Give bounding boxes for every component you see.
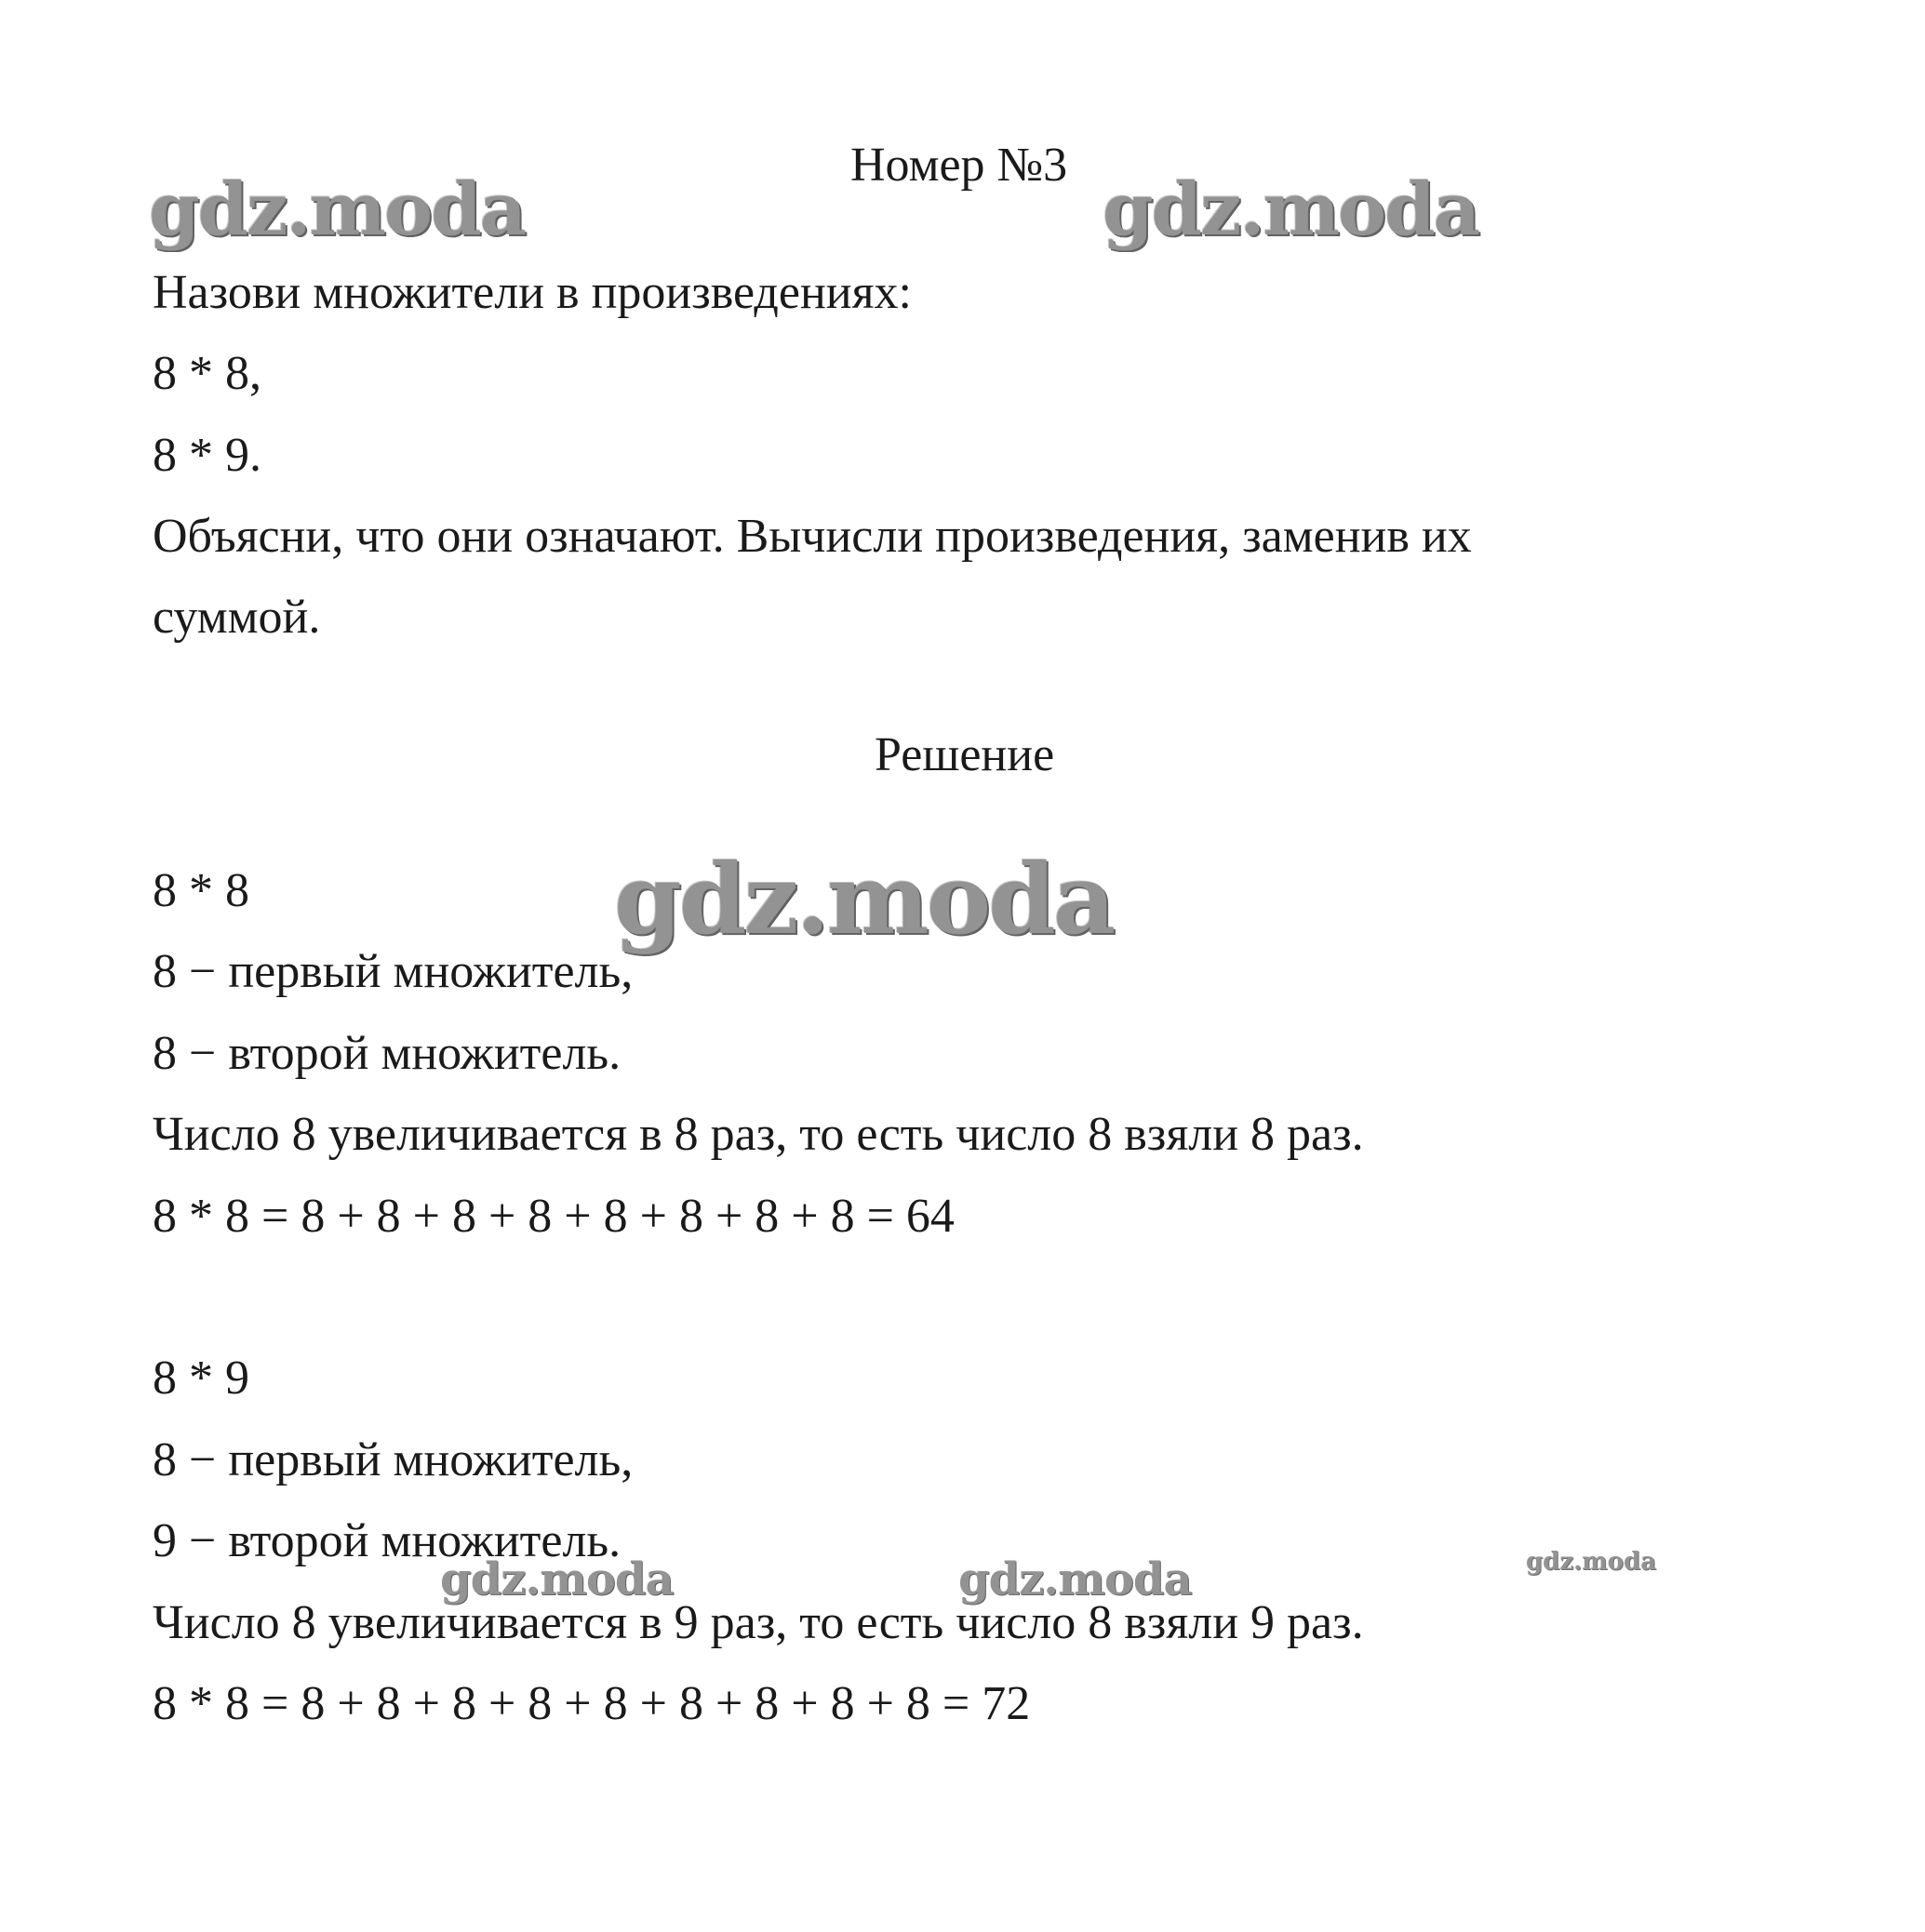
watermark-logo: gdz.moda [149,167,526,252]
solution-line: 8 * 8 = 8 + 8 + 8 + 8 + 8 + 8 + 8 + 8 + 8 = 72 [153,1677,1031,1730]
watermark-logo: gdz.moda [440,1553,674,1606]
task-line: суммой. [153,591,321,644]
solution-line: 8 − первый множитель, [153,1433,634,1486]
page-title: Номер №3 [850,139,1068,192]
solution-line: Число 8 увеличивается в 9 раз, то есть число 8 взяли 9 раз. [153,1596,1364,1649]
task-line: Назови множители в произведениях: [153,266,912,319]
solution-line: 8 * 8 = 8 + 8 + 8 + 8 + 8 + 8 + 8 + 8 = 64 [153,1190,955,1243]
task-line: 8 * 9. [153,429,261,482]
task-line: 8 * 8, [153,347,261,400]
watermark-logo: gdz.moda [958,1553,1192,1606]
solution-line: 8 * 9 [153,1352,249,1405]
watermark-logo: gdz.moda [1103,167,1479,252]
watermark-logo: gdz.moda [1526,1548,1657,1576]
solution-line: 9 − второй множитель. [153,1514,622,1567]
solution-line: 8 * 8 [153,864,249,917]
task-line: Объясни, что они означают. Вычисли произведения, заменив их [153,510,1472,563]
solution-heading: Решение [875,728,1055,781]
solution-line: 8 − первый множитель, [153,945,634,998]
watermark-logo: gdz.moda [614,842,1114,956]
solution-line: Число 8 увеличивается в 8 раз, то есть число 8 взяли 8 раз. [153,1108,1364,1161]
solution-line: 8 − второй множитель. [153,1027,622,1080]
